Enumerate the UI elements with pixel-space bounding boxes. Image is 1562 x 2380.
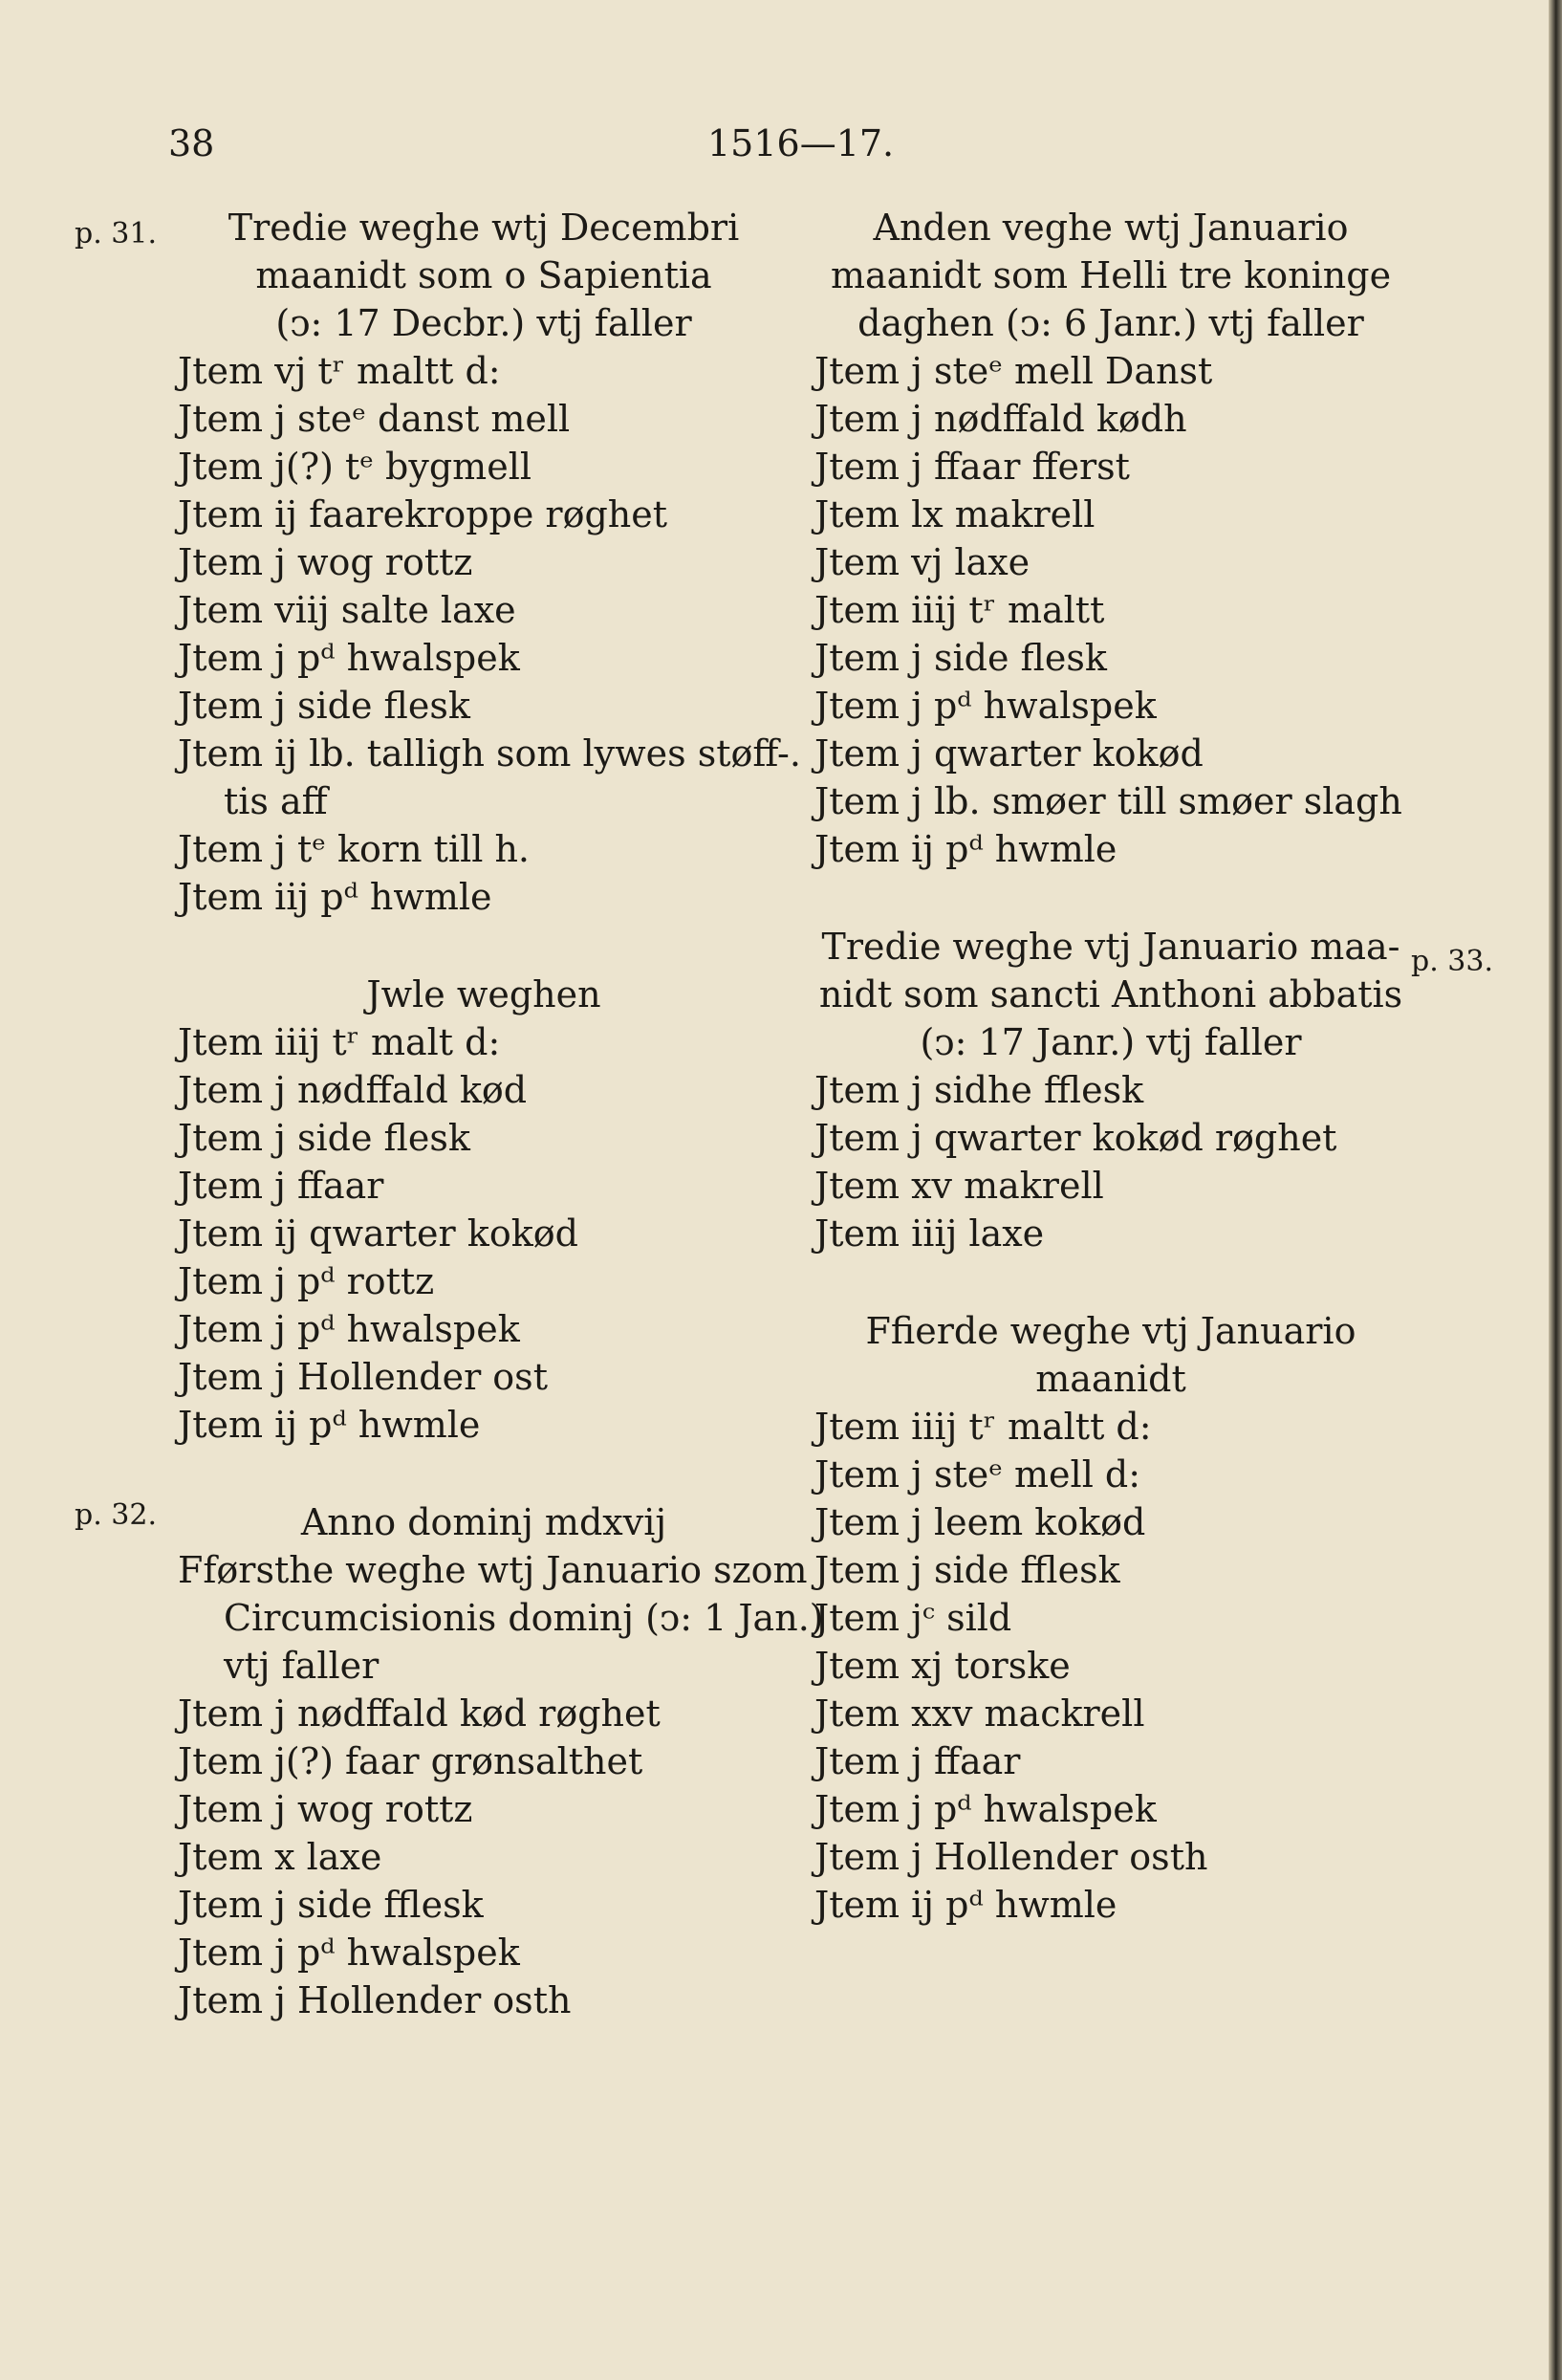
- margin-ref-p32: p. 32.: [75, 1498, 157, 1532]
- ledger-entry: Jtem iiij tʳ malt d:: [178, 1021, 501, 1063]
- ledger-entry: Jtem xxv mackrell: [814, 1692, 1145, 1735]
- ledger-entry: Jtem j nødffald kødh: [814, 398, 1187, 440]
- page-number: 38: [168, 122, 215, 164]
- section-heading: maanidt som o Sapientia: [255, 254, 712, 296]
- right-section: [814, 1307, 1407, 1929]
- right-column: [814, 204, 1407, 1978]
- ledger-entry: Fførsthe weghe wtj Januario szom: [178, 1549, 808, 1591]
- ledger-entry: tis aff: [224, 780, 328, 822]
- ledger-entry: Jtem j side flesk: [178, 1117, 470, 1159]
- ledger-entry: Jtem iiij tʳ maltt d:: [814, 1406, 1152, 1448]
- ledger-entry: Jtem ij qwarter kokød: [178, 1212, 578, 1255]
- ledger-entry: Jtem j tᵉ korn till h.: [178, 828, 531, 870]
- ledger-entry: Jtem j steᵉ danst mell: [178, 398, 571, 440]
- ledger-entry: Jtem x laxe: [178, 1836, 382, 1878]
- ledger-entry: Jtem viij salte laxe: [178, 589, 516, 631]
- ledger-entry: Jtem ij pᵈ hwmle: [178, 1404, 481, 1446]
- ledger-entry: Jtem j nødffald kød røghet: [178, 1692, 661, 1735]
- ledger-entry: Jtem j ffaar fferst: [814, 446, 1130, 488]
- ledger-entry: Jtem j wog rottz: [178, 1788, 473, 1830]
- section-heading: maanidt: [1035, 1358, 1186, 1400]
- ledger-entry: Jtem j nødffald kød: [178, 1069, 528, 1111]
- ledger-entry: Jtem j ffaar: [178, 1165, 384, 1207]
- ledger-entry: Jtem j sidhe fflesk: [814, 1069, 1144, 1111]
- margin-ref-p33: p. 33.: [1411, 945, 1493, 978]
- ledger-entry: Jtem j steᵉ mell d:: [814, 1453, 1141, 1496]
- ledger-entry: Jtem j pᵈ hwalspek: [178, 1308, 520, 1350]
- ledger-entry: Jtem ij pᵈ hwmle: [814, 828, 1117, 870]
- ledger-entry: Jtem xv makrell: [814, 1165, 1104, 1207]
- ledger-entry: Jtem xj torske: [814, 1645, 1071, 1687]
- ledger-entry: Jtem vj laxe: [814, 541, 1030, 583]
- left-column: [178, 204, 824, 2074]
- section-heading: Tredie weghe wtj Decembri: [228, 207, 740, 249]
- ledger-entry: Jtem ij lb. talligh som lywes støff-.: [178, 732, 801, 775]
- section-heading: maanidt som Helli tre koninge: [830, 254, 1392, 296]
- section-heading: Ffierde weghe vtj Januario: [865, 1310, 1356, 1352]
- ledger-entry: Jtem ij faarekroppe røghet: [178, 493, 668, 535]
- section-heading: (ↄ: 17 Janr.) vtj faller: [920, 1021, 1302, 1063]
- section-heading: daghen (ↄ: 6 Janr.) vtj faller: [857, 302, 1364, 344]
- ledger-entry: Jtem iiij tʳ maltt: [814, 589, 1105, 631]
- ledger-entry: Jtem j wog rottz: [178, 541, 473, 583]
- ledger-entry: Jtem j ffaar: [814, 1740, 1021, 1782]
- page-header: [0, 122, 1562, 170]
- ledger-entry: Jtem j qwarter kokød: [814, 732, 1204, 775]
- ledger-entry: Jtem j pᵈ hwalspek: [178, 1932, 520, 1974]
- left-section: [178, 1498, 824, 2024]
- ledger-entry: Jtem j lb. smøer till smøer slagh: [814, 780, 1402, 822]
- ledger-entry: Jtem j qwarter kokød røghet: [814, 1117, 1337, 1159]
- ledger-entry: Jtem j steᵉ mell Danst: [814, 350, 1213, 392]
- ledger-entry: Jtem jᶜ sild: [814, 1597, 1012, 1639]
- right-section: [814, 204, 1407, 873]
- ledger-entry: Jtem ij pᵈ hwmle: [814, 1884, 1117, 1926]
- ledger-entry: Jtem j side flesk: [178, 685, 470, 727]
- ledger-entry: Jtem j(?) tᵉ bygmell: [178, 446, 532, 488]
- ledger-entry: Jtem j side fflesk: [814, 1549, 1120, 1591]
- ledger-entry: Jtem j Hollender osth: [178, 1979, 572, 2021]
- ledger-entry: Jtem j side fflesk: [178, 1884, 484, 1926]
- ledger-entry: Jtem j pᵈ hwalspek: [814, 685, 1157, 727]
- ledger-entry: Jtem j pᵈ hwalspek: [814, 1788, 1157, 1830]
- left-section: [178, 204, 801, 921]
- ledger-entry: Jtem j Hollender osth: [814, 1836, 1208, 1878]
- page-edge: [1549, 0, 1562, 2380]
- ledger-entry: Jtem j(?) faar grønsalthet: [178, 1740, 643, 1782]
- left-section: [178, 971, 790, 1449]
- page-years: 1516—17.: [707, 122, 895, 164]
- ledger-entry: Jtem vj tʳ maltt d:: [178, 350, 501, 392]
- ledger-entry: Jtem j leem kokød: [814, 1501, 1146, 1543]
- ledger-entry: Jtem lx makrell: [814, 493, 1096, 535]
- section-heading: Anden veghe wtj Januario: [873, 207, 1349, 249]
- section-heading: Tredie weghe vtj Januario maa-: [821, 926, 1400, 968]
- ledger-entry: Jtem j side flesk: [814, 637, 1107, 679]
- ledger-entry: Circumcisionis dominj (ↄ: 1 Jan.): [224, 1597, 824, 1639]
- margin-ref-p31: p. 31.: [75, 217, 157, 251]
- section-heading: Jwle weghen: [366, 973, 601, 1015]
- ledger-entry: Jtem j Hollender ost: [178, 1356, 548, 1398]
- section-heading: Anno dominj mdxvij: [300, 1501, 667, 1543]
- ledger-entry: Jtem j pᵈ hwalspek: [178, 637, 520, 679]
- ledger-entry: Jtem j pᵈ rottz: [178, 1260, 435, 1302]
- section-heading: (ↄ: 17 Decbr.) vtj faller: [275, 302, 692, 344]
- ledger-entry: Jtem iij pᵈ hwmle: [178, 876, 492, 918]
- right-section: [814, 923, 1407, 1257]
- section-heading: nidt som sancti Anthoni abbatis: [818, 973, 1403, 1015]
- ledger-entry: Jtem iiij laxe: [814, 1212, 1045, 1255]
- ledger-entry: vtj faller: [224, 1645, 380, 1687]
